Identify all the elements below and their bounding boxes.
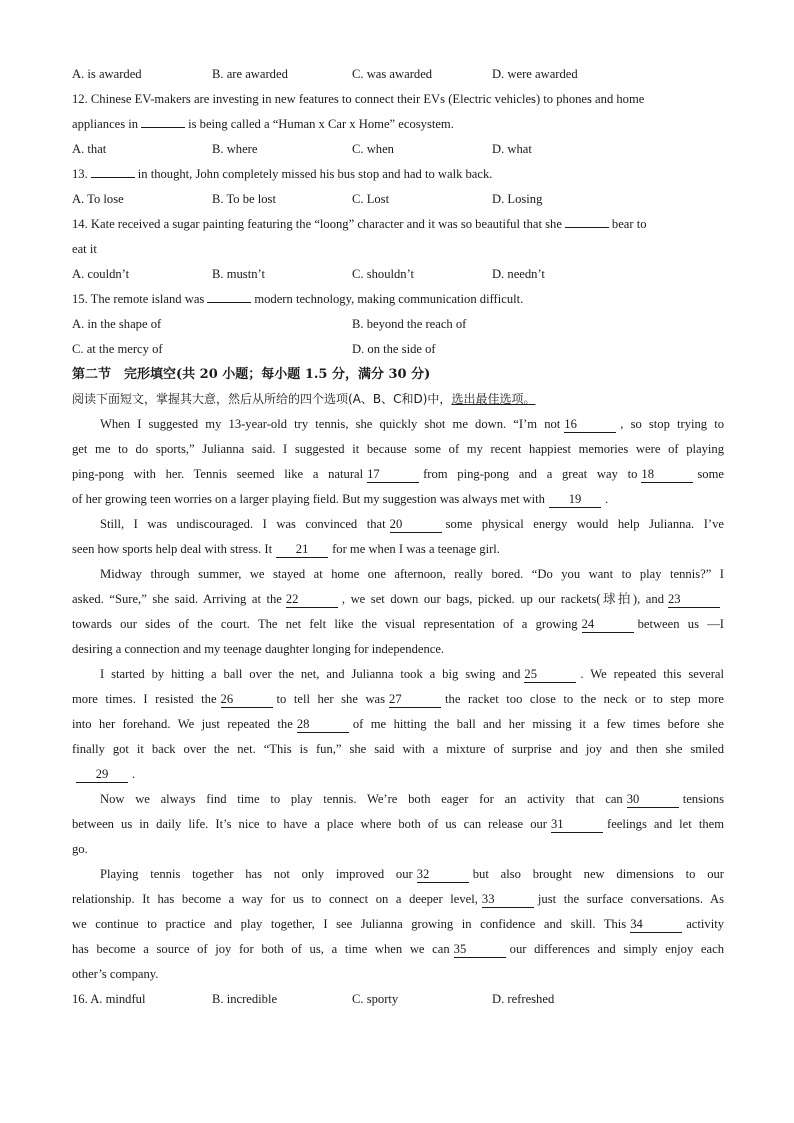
passage-line: [72, 687, 724, 712]
section-title: 第二节 完形填空(共 20 小题；每小题 1.5 分，满分 30 分): [72, 367, 431, 382]
q11-options: [72, 62, 724, 87]
passage-text: Playing tennis together has not only improved our: [100, 867, 413, 881]
passage-text: other’s company.: [72, 967, 159, 981]
passage-line: [72, 562, 724, 587]
passage-line: [72, 487, 724, 512]
q15-option-d: D. on the side of: [352, 342, 436, 356]
cloze-blank: 19: [549, 491, 601, 508]
passage-text: , we set down our bags, picked. up our rackets(球拍), and: [341, 592, 664, 606]
section-instruction: 阅读下面短文，掌握其大意，然后从所给的四个选项(A、B、C和D)中，选出最佳选项。: [72, 392, 536, 406]
passage-text: has become a source of joy for both of us, a time when we can: [72, 942, 450, 956]
passage-text: just the surface conversations. As: [537, 892, 724, 906]
passage-text: more times. I resisted the: [72, 692, 217, 706]
q15-options-row1: [72, 312, 724, 337]
q15-option-b: B. beyond the reach of: [352, 317, 467, 331]
passage-line: [72, 537, 724, 562]
cloze-blank: 23: [668, 591, 720, 608]
q11-option-c: C. was awarded: [352, 67, 433, 81]
passage-line: [72, 612, 724, 637]
cloze-blank: 28: [297, 716, 349, 733]
passage-text: Midway through summer, we stayed at home one afternoon, really bored. “Do you want to play tennis?” I: [100, 567, 724, 581]
q12-stem-line2: appliances in is being called a “Human x Car x Home” ecosystem.: [72, 112, 724, 137]
passage-text: relationship. It has become a way for us to connect on a deeper level,: [72, 892, 478, 906]
cloze-blank: 25: [524, 666, 576, 683]
passage-text: into her forehand. We just repeated the: [72, 717, 293, 731]
q12-option-c: C. when: [352, 142, 394, 156]
q14-option-b: B. mustn’t: [212, 267, 265, 281]
q15-options-row2: [72, 337, 724, 362]
cloze-blank: 34: [630, 916, 682, 933]
passage-text: get me to do sports,” Julianna said. I suggested it because some of my recent happiest memories were of playing: [72, 442, 724, 456]
passage-line: [72, 812, 724, 837]
q11-option-a: A. is awarded: [72, 67, 142, 81]
q11-option-d: D. were awarded: [492, 67, 578, 81]
passage-text: to tell her she was: [276, 692, 386, 706]
q15-stem: 15. The remote island was modern technology, making communication difficult.: [72, 287, 724, 312]
q15-option-c: C. at the mercy of: [72, 342, 163, 356]
passage-text: desiring a connection and my teenage daughter longing for independence.: [72, 642, 445, 656]
answer-blank: [141, 113, 185, 128]
passage-text: some physical energy would help Julianna. I’ve: [445, 517, 724, 531]
passage-text: we continue to practice and play together, I see Julianna growing in confidence and skill. This: [72, 917, 627, 931]
passage-text: .: [604, 492, 609, 506]
q14-stem-line1: 14. Kate received a sugar painting featuring the “loong” character and it was so beautiful that she bear to: [72, 212, 724, 237]
passage-text: . We repeated this several: [580, 667, 724, 681]
passage-line: [72, 862, 724, 887]
cloze-blank: 24: [582, 616, 634, 633]
passage-text: asked. “Sure,” she said. Arriving at the: [72, 592, 282, 606]
cloze-blank: 17: [367, 466, 419, 483]
passage-line: [72, 737, 724, 762]
cloze-blank: 21: [276, 541, 328, 558]
passage-line: [72, 962, 724, 987]
answer-blank: [91, 163, 135, 178]
q16-options: [72, 987, 724, 1012]
passage-line: [72, 637, 724, 662]
cloze-blank: 31: [551, 816, 603, 833]
passage-text: the racket too close to the neck or to step more: [445, 692, 724, 706]
passage-text: from ping-pong and a great way to: [423, 467, 638, 481]
passage-text: our differences and simply enjoy each: [509, 942, 725, 956]
cloze-blank: 32: [417, 866, 469, 883]
q16-option-c: C. sporty: [352, 992, 399, 1006]
q11-option-b: B. are awarded: [212, 67, 288, 81]
cloze-passage: [72, 412, 724, 987]
cloze-blank: 33: [482, 891, 534, 908]
cloze-blank: 30: [627, 791, 679, 808]
passage-text: tensions: [682, 792, 724, 806]
cloze-blank: 35: [454, 941, 506, 958]
cloze-blank: 16: [564, 416, 616, 433]
q12-option-d: D. what: [492, 142, 532, 156]
passage-line: [72, 837, 724, 862]
q14-option-a: A. couldn’t: [72, 267, 130, 281]
passage-text: of her growing teen worries on a larger playing field. But my suggestion was always met with: [72, 492, 545, 506]
passage-text: of me hitting the ball and her missing it a few times before she: [352, 717, 724, 731]
passage-text: I started by hitting a ball over the net, and Julianna took a big swing and: [100, 667, 521, 681]
passage-text: between us —I: [637, 617, 724, 631]
q13-option-c: C. Lost: [352, 192, 390, 206]
passage-line: [72, 762, 724, 787]
q12-option-b: B. where: [212, 142, 258, 156]
passage-line: [72, 462, 724, 487]
passage-line: [72, 587, 724, 612]
cloze-blank: 18: [641, 466, 693, 483]
passage-text: ping-pong with her. Tennis seemed like a natural: [72, 467, 364, 481]
passage-text: towards our sides of the court. The net felt like the visual representation of a growing: [72, 617, 578, 631]
passage-line: [72, 437, 724, 462]
cloze-blank: 22: [286, 591, 338, 608]
passage-line: [72, 787, 724, 812]
passage-text: go.: [72, 842, 88, 856]
q14-stem-line2: eat it: [72, 242, 97, 256]
answer-blank: [565, 213, 609, 228]
passage-text: .: [132, 767, 136, 781]
passage-text: Now we always find time to play tennis. We’re both eager for an activity that can: [100, 792, 623, 806]
q14-options: [72, 262, 724, 287]
passage-text: between us in daily life. It’s nice to have a place where both of us can release our: [72, 817, 547, 831]
passage-text: When I suggested my 13-year-old try tennis, she quickly shot me down. “I’m not: [100, 417, 561, 431]
passage-line: [72, 662, 724, 687]
passage-line: [72, 912, 724, 937]
passage-text: activity: [686, 917, 724, 931]
cloze-blank: 29: [76, 766, 128, 783]
passage-text: some: [697, 467, 724, 481]
q13-options: [72, 187, 724, 212]
q16-option-d: D. refreshed: [492, 992, 555, 1006]
q12-options: [72, 137, 724, 162]
passage-text: , so stop trying to: [620, 417, 725, 431]
passage-line: [72, 887, 724, 912]
q13-option-b: B. To be lost: [212, 192, 276, 206]
q16-option-a: 16. A. mindful: [72, 992, 146, 1006]
q12-stem-line1: 12. Chinese EV-makers are investing in new features to connect their EVs (Electric vehicles) to phones and home: [72, 92, 645, 106]
passage-text: Still, I was undiscouraged. I was convinced that: [100, 517, 386, 531]
q15-option-a: A. in the shape of: [72, 317, 162, 331]
passage-text: finally got it back over the net. “This is fun,” she said with a mixture of surprise and joy and then she smiled: [72, 742, 724, 756]
passage-text: feelings and let them: [607, 817, 725, 831]
passage-text: seen how sports help deal with stress. It: [72, 542, 273, 556]
cloze-blank: 26: [221, 691, 273, 708]
q16-option-b: B. incredible: [212, 992, 278, 1006]
q14-option-d: D. needn’t: [492, 267, 545, 281]
q13-option-d: D. Losing: [492, 192, 543, 206]
answer-blank: [207, 288, 251, 303]
passage-line: [72, 712, 724, 737]
q13-stem: 13. in thought, John completely missed his bus stop and had to walk back.: [72, 162, 724, 187]
passage-text: but also brought new dimensions to our: [472, 867, 724, 881]
cloze-blank: 27: [389, 691, 441, 708]
exam-page: [72, 62, 724, 1012]
passage-text: for me when I was a teenage girl.: [332, 542, 500, 556]
passage-line: [72, 937, 724, 962]
passage-line: [72, 412, 724, 437]
q14-option-c: C. shouldn’t: [352, 267, 415, 281]
cloze-blank: 20: [390, 516, 442, 533]
passage-line: [72, 512, 724, 537]
q12-option-a: A. that: [72, 142, 107, 156]
q13-option-a: A. To lose: [72, 192, 124, 206]
